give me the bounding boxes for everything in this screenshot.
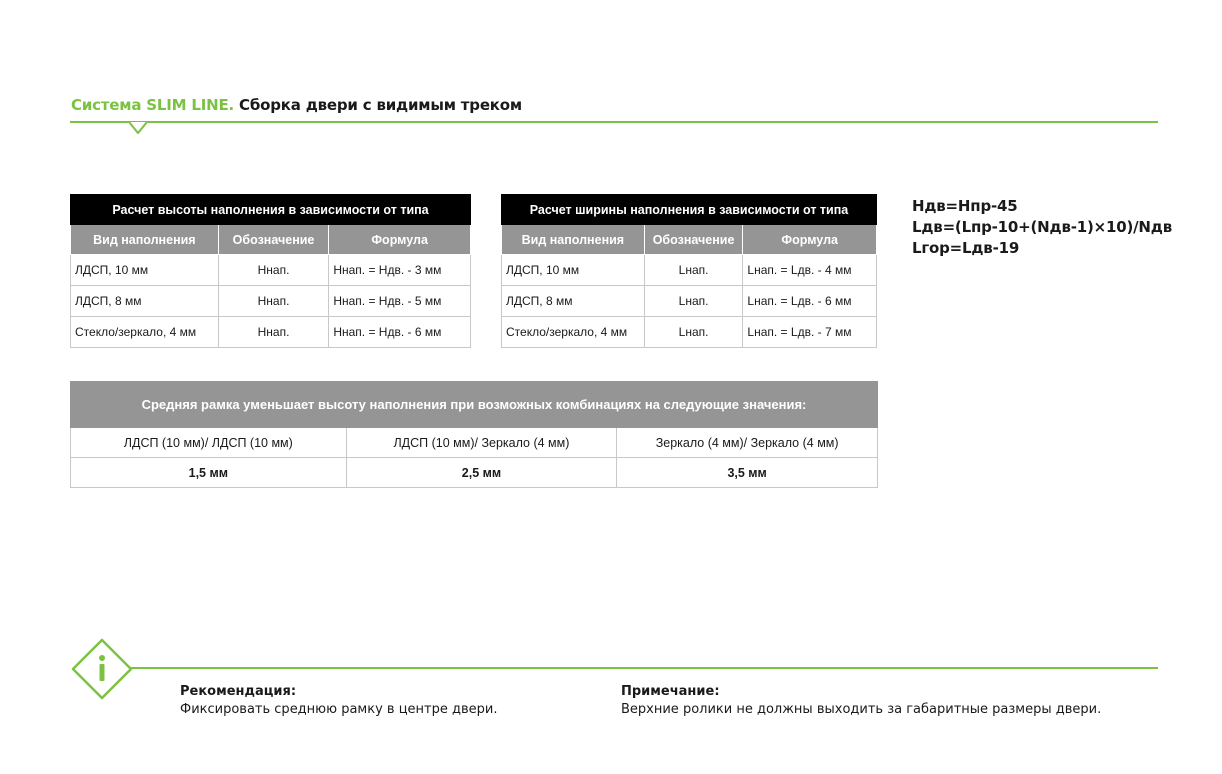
width-calculation-table bbox=[501, 194, 877, 348]
formula-cell: Lнап. = Lдв. - 4 мм bbox=[743, 255, 877, 286]
table-row bbox=[502, 255, 877, 286]
recommendation-note bbox=[180, 683, 497, 719]
table-row bbox=[71, 428, 878, 458]
fill-type-cell: ЛДСП, 10 мм bbox=[502, 255, 645, 286]
column-header: Вид наполнения bbox=[502, 225, 645, 255]
value-cell: 2,5 мм bbox=[346, 458, 617, 488]
formula-line: Hдв=Hпр-45 bbox=[912, 197, 1018, 215]
formula-line: Lгор=Lдв-19 bbox=[912, 239, 1020, 257]
fill-type-cell: ЛДСП, 8 мм bbox=[502, 286, 645, 317]
combination-cell: ЛДСП (10 мм)/ ЛДСП (10 мм) bbox=[71, 428, 347, 458]
height-table-title: Расчет высоты наполнения в зависимости от типа bbox=[71, 195, 471, 225]
header-divider bbox=[70, 121, 1158, 123]
middle-frame-table bbox=[70, 381, 878, 488]
remark-label: Примечание: bbox=[621, 684, 720, 699]
page-title-text: Сборка двери с видимым треком bbox=[239, 96, 522, 114]
fill-type-cell: ЛДСП, 10 мм bbox=[71, 255, 219, 286]
designation-cell: Lнап. bbox=[644, 255, 743, 286]
column-header: Формула bbox=[743, 225, 877, 255]
page-title bbox=[71, 96, 522, 114]
formula-cell: Ннап. = Ндв. - 6 мм bbox=[329, 317, 471, 348]
column-header: Обозначение bbox=[644, 225, 743, 255]
frame-table-title: Средняя рамка уменьшает высоту наполнения при возможных комбинациях на следующие значения: bbox=[71, 382, 878, 428]
column-header: Обозначение bbox=[218, 225, 329, 255]
footer-divider bbox=[131, 667, 1158, 669]
table-row bbox=[71, 317, 471, 348]
remark-note bbox=[621, 683, 1101, 719]
table-row bbox=[71, 458, 878, 488]
formula-cell: Ннап. = Ндв. - 5 мм bbox=[329, 286, 471, 317]
formula-line: Lдв=(Lпр-10+(Nдв-1)×10)/Nдв bbox=[912, 218, 1172, 236]
recommendation-text: Фиксировать среднюю рамку в центре двери. bbox=[180, 702, 498, 717]
combination-cell: ЛДСП (10 мм)/ Зеркало (4 мм) bbox=[346, 428, 617, 458]
column-header: Вид наполнения bbox=[71, 225, 219, 255]
height-calculation-table bbox=[70, 194, 471, 348]
designation-cell: Ннап. bbox=[218, 255, 329, 286]
brand-label: Система SLIM LINE. bbox=[71, 96, 235, 114]
table-row bbox=[502, 317, 877, 348]
header-notch-icon bbox=[129, 122, 147, 134]
formula-cell: Lнап. = Lдв. - 6 мм bbox=[743, 286, 877, 317]
formula-cell: Ннап. = Ндв. - 3 мм bbox=[329, 255, 471, 286]
value-cell: 3,5 мм bbox=[617, 458, 878, 488]
fill-type-cell: ЛДСП, 8 мм bbox=[71, 286, 219, 317]
designation-cell: Lнап. bbox=[644, 286, 743, 317]
width-table-title: Расчет ширины наполнения в зависимости от типа bbox=[502, 195, 877, 225]
value-cell: 1,5 мм bbox=[71, 458, 347, 488]
table-row bbox=[71, 286, 471, 317]
fill-type-cell: Стекло/зеркало, 4 мм bbox=[502, 317, 645, 348]
table-row bbox=[502, 286, 877, 317]
remark-text: Верхние ролики не должны выходить за габаритные размеры двери. bbox=[621, 702, 1102, 717]
fill-type-cell: Стекло/зеркало, 4 мм bbox=[71, 317, 219, 348]
designation-cell: Ннап. bbox=[218, 317, 329, 348]
designation-cell: Ннап. bbox=[218, 286, 329, 317]
formula-cell: Lнап. = Lдв. - 7 мм bbox=[743, 317, 877, 348]
table-row bbox=[71, 255, 471, 286]
info-icon bbox=[71, 638, 133, 700]
combination-cell: Зеркало (4 мм)/ Зеркало (4 мм) bbox=[617, 428, 878, 458]
recommendation-label: Рекомендация: bbox=[180, 684, 297, 699]
designation-cell: Lнап. bbox=[644, 317, 743, 348]
column-header: Формула bbox=[329, 225, 471, 255]
door-formulas bbox=[912, 196, 1172, 259]
